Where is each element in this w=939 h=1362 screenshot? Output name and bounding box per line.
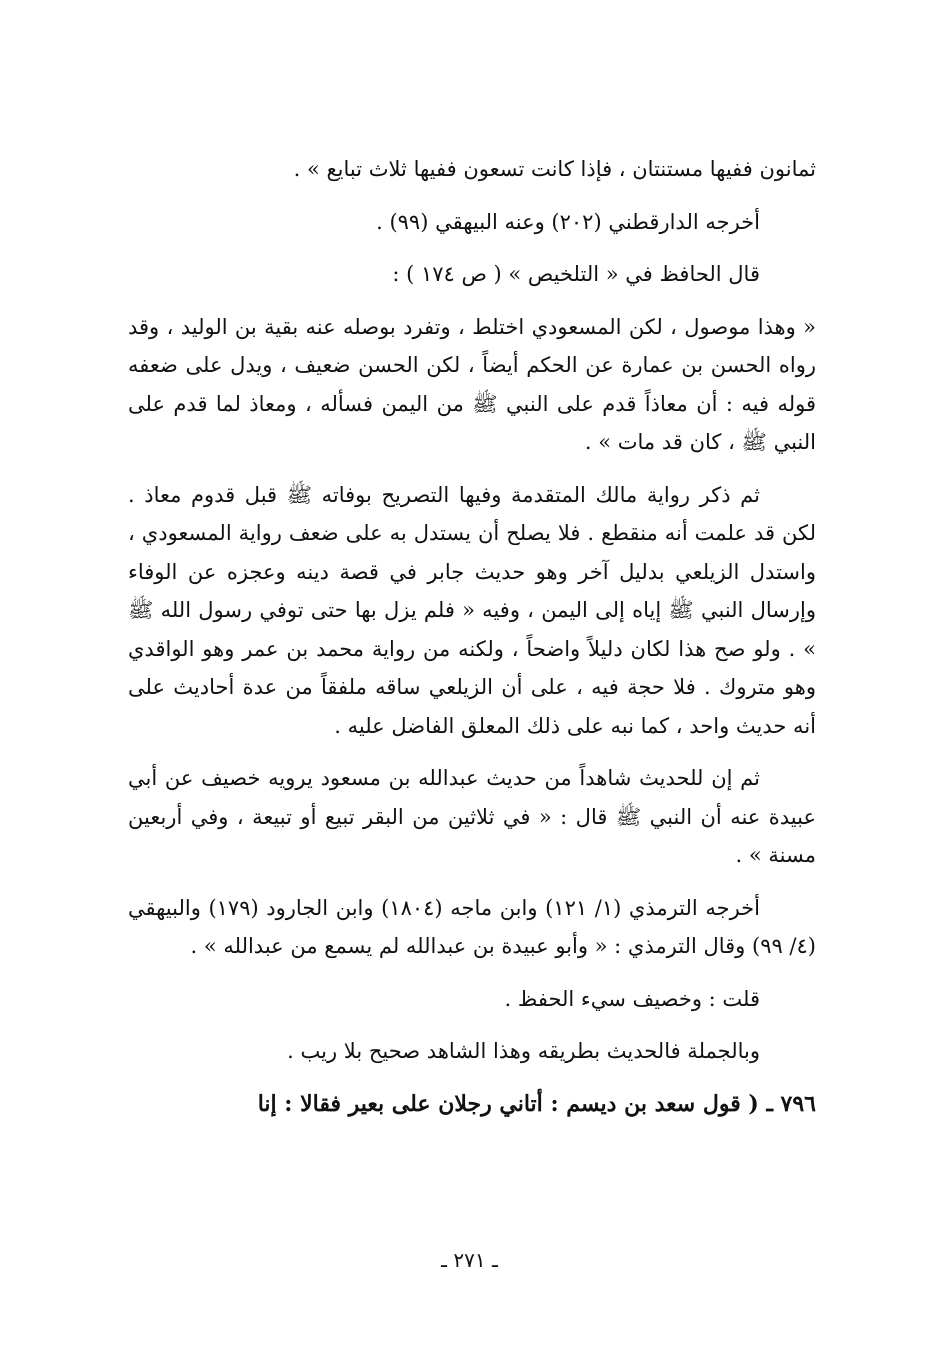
page-number: ـ ٢٧١ ـ bbox=[441, 1248, 498, 1272]
paragraph-tirmidhi-citation: أخرجه الترمذي (١/ ١٢١) وابن ماجه (١٨٠٤) وابن الجارود (١٧٩) والبيهقي (٤/ ٩٩) وقال الترمذي : « وأبو عبيدة بن عبدالله لم يسمع من عبدالله » . bbox=[128, 895, 816, 958]
paragraph-conclusion: وبالجملة فالحديث بطريقه وهذا الشاهد صحيح بلا ريب . bbox=[287, 1039, 760, 1063]
paragraph-khusaif-note: قلت : وخصيف سيء الحفظ . bbox=[504, 986, 760, 1011]
paragraph-malik-narration: ثم ذكر رواية مالك المتقدمة وفيها التصريح بوفاته ﷺ قبل قدوم معاذ . لكن قد علمت أنه منقطع . فلا يصلح أن يستدل به على ضعف رواية المسعودي ، واستدل الزيلعي بدليل آخر وهو حديث جابر في قصة دينه وعجزه عن الوفاء وإرسال النبي ﷺ إياه إلى اليمن ، وفيه « فلم يزل بها حتى توفي رسول الله ﷺ » . ولو صح هذا لكان دليلاً واضحاً ، ولكنه من رواية محمد بن عمر وهو الواقدي وهو متروك . فلا حجة فيه ، على أن الزيلعي ساقه ملفقاً من عدة أحاديث على أنه حديث واحد ، كما نبه على ذلك المعلق الفاضل عليه . bbox=[128, 482, 816, 738]
main-text bbox=[128, 150, 816, 1123]
hadith-entry-796: ٧٩٦ ـ ( قول سعد بن ديسم : أتاني رجلان على بعير فقالا : إنا bbox=[257, 1090, 816, 1117]
paragraph-hafiz-talkhis: قال الحافظ في « التلخيص » ( ص ١٧٤ ) : bbox=[392, 262, 760, 286]
paragraph-daraqutni-citation: أخرجه الدارقطني (٢٠٢) وعنه البيهقي (٩٩) . bbox=[376, 209, 760, 234]
paragraph-continuation: ثمانون ففيها مستنتان ، فإذا كانت تسعون ففيها ثلاث تبايع » . bbox=[293, 157, 816, 181]
paragraph-talkhis-quote: « وهذا موصول ، لكن المسعودي اختلط ، وتفرد بوصله عنه بقية بن الوليد ، وقد رواه الحسن بن عمارة عن الحكم أيضاً ، لكن الحسن ضعيف ، ويدل على ضعفه قوله فيه : أن معاذاً قدم على النبي ﷺ من اليمن فسأله ، ومعاذ لما قدم على النبي ﷺ ، كان قد مات » . bbox=[128, 314, 816, 454]
paragraph-ibn-masud-witness: ثم إن للحديث شاهداً من حديث عبدالله بن مسعود يرويه خصيف عن أبي عبيدة عنه أن النبي ﷺ قال : « في ثلاثين من البقر تبيع أو تبيعة ، وفي أربعين مسنة » . bbox=[128, 766, 816, 867]
